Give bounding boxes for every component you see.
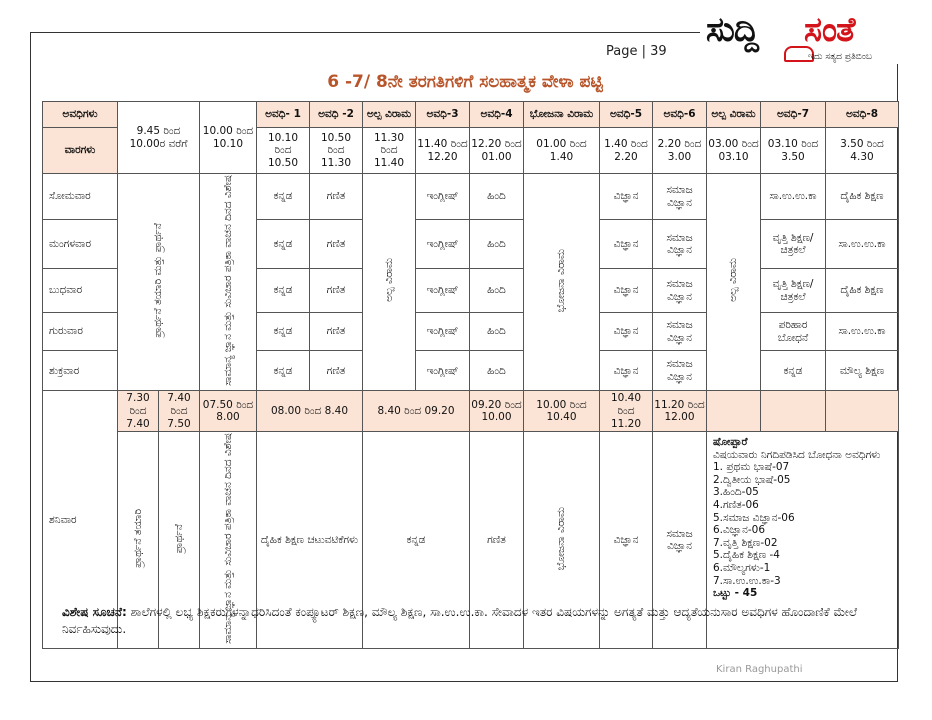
subject-cell: ಸಾ.ಉ.ಉ.ಕಾ	[761, 174, 826, 220]
credit-text: Kiran Raghupathi	[716, 664, 803, 675]
empty-cell	[826, 391, 899, 432]
subject-cell: ಗಣಿತ	[470, 432, 524, 649]
subject-cell: ಸಮಾಜ ವಿಜ್ಞಾನ	[653, 174, 707, 220]
news-text: ಸಾಮಾನ್ಯ ಜ್ಞಾನ ಮತ್ತು ಸುವಿಚಾರ ಪತ್ರಿಕಾ ವಾಚನ ದಿನದ ವಿಶೇಷ	[221, 175, 234, 386]
subject-cell: ದೈಹಿಕ ಶಿಕ್ಷಣ	[826, 269, 899, 313]
list-item: 1. ಪ್ರಥಮ ಭಾಷೆ-07	[713, 461, 790, 474]
subject-cell: ಕನ್ನಡ	[363, 432, 470, 649]
subject-cell: ಹಿಂದಿ	[470, 351, 524, 391]
time-period-4: 12.20 ರಿಂದ 01.00	[470, 128, 524, 174]
subject-cell: ಸಾ.ಉ.ಉ.ಕಾ	[826, 220, 899, 269]
time-period-6: 2.20 ರಿಂದ 3.00	[653, 128, 707, 174]
subject-cell: ಸಮಾಜ ವಿಜ್ಞಾನ	[653, 351, 707, 391]
short-break-cell	[363, 174, 416, 391]
header-period-5: ಅವಧಿ-5	[600, 102, 653, 128]
footnote-text: ಶಾಲೆಗಳಲ್ಲಿ ಲಭ್ಯ ಶಿಕ್ಷಕರುಗಳನ್ನಾಧರಿಸಿದಂತೆ ಕಂಪ್ಯೂಟರ್ ಶಿಕ್ಷಣ, ಮೌಲ್ಯ ಶಿಕ್ಷಣ, ಸಾ.ಉ.ಉ.ಕಾ. ಸೇವಾದಳ ಇತರ ವಿಷಯಗಳನ್ನು ಅಗತ್ಯತೆ ಮತ್ತು ಆದ್ಯತೆಯನುಸಾರ ಅವಧಿಗಳ ಹೊಂದಾಣಿಕೆ ಮೇಲೆ ನಿರ್ವಹಿಸುವುದು.	[62, 605, 858, 637]
news-cell	[200, 174, 257, 391]
subject-cell: ಸಮಾಜ ವಿಜ್ಞಾನ	[653, 432, 707, 649]
header-period-3: ಅವಧಿ-3	[416, 102, 470, 128]
subject-cell: ಸಾ.ಉ.ಉ.ಕಾ	[826, 312, 899, 351]
header-varagalu: ವಾರಗಳು	[43, 128, 118, 174]
subject-cell: ದೈಹಿಕ ಶಿಕ್ಷಣ ಚಟುವಟಿಕೆಗಳು	[257, 432, 363, 649]
subject-cell: ಕನ್ನಡ	[257, 174, 310, 220]
page-number: Page | 39	[606, 44, 667, 59]
day-name: ಸೋಮವಾರ	[43, 174, 118, 220]
sat-time-9: 11.20 ರಿಂದ 12.00	[653, 391, 707, 432]
footnote-label: ವಿಶೇಷ ಸೂಚನೆ:	[62, 605, 127, 619]
subject-cell: ಇಂಗ್ಲೀಷ್	[416, 269, 470, 313]
time-period-1: 10.10 ರಿಂದ 10.50	[257, 128, 310, 174]
subject-cell: ಹಿಂದಿ	[470, 269, 524, 313]
subject-cell: ವಿಜ್ಞಾನ	[600, 220, 653, 269]
sat-time-8: 10.40 ರಿಂದ 11.20	[600, 391, 653, 432]
day-name: ಶನಿವಾರ	[43, 391, 118, 649]
brand-logo	[700, 6, 910, 64]
logo-tagline: ಇದು ಸತ್ಯದ ಪ್ರತಿಬಿಂಬ	[808, 52, 872, 62]
table-row	[43, 174, 899, 220]
page-title: 6 -7/ 8ನೇ ತರಗತಿಗಳಿಗೆ ಸಲಹಾತ್ಮಕ ವೇಳಾ ಪಟ್ಟಿ	[327, 72, 603, 92]
time-lunch: 01.00 ರಿಂದ 1.40	[524, 128, 600, 174]
header-time-news: 10.00 ರಿಂದ 10.10	[200, 102, 257, 174]
subject-cell: ಹಿಂದಿ	[470, 174, 524, 220]
subject-cell: ಕನ್ನಡ	[257, 351, 310, 391]
subject-cell: ಮೌಲ್ಯ ಶಿಕ್ಷಣ	[826, 351, 899, 391]
day-name: ಬುಧವಾರ	[43, 269, 118, 313]
empty-cell	[761, 391, 826, 432]
logo-word-2: ಸಂತೆ	[804, 10, 855, 50]
header-lunch: ಭೋಜನಾ ವಿರಾಮ	[524, 102, 600, 128]
sat-prayer-text: ಪ್ರಾರ್ಥನೆ	[172, 523, 185, 554]
list-item: 3.ಹಿಂದಿ-05	[713, 486, 759, 499]
header-period-1: ಅವಧಿ- 1	[257, 102, 310, 128]
empty-cell	[707, 391, 761, 432]
subject-cell: ವಿಜ್ಞಾನ	[600, 269, 653, 313]
lunch-text: ಭೋಜನಾ ವಿರಾಮ	[555, 248, 568, 312]
time-period-3: 11.40 ರಿಂದ 12.20	[416, 128, 470, 174]
list-item: 6.ಮೌಲ್ಯಗಳು-1	[713, 562, 771, 575]
subject-cell: ಕನ್ನಡ	[257, 269, 310, 313]
time-short-break-2: 03.00 ರಿಂದ 03.10	[707, 128, 761, 174]
subject-cell: ಕನ್ನಡ	[257, 312, 310, 351]
subject-cell: ಸಮಾಜ ವಿಜ್ಞಾನ	[653, 269, 707, 313]
subject-cell: ಗಣಿತ	[310, 351, 363, 391]
subject-cell: ವಿಜ್ಞಾನ	[600, 351, 653, 391]
time-period-5: 1.40 ರಿಂದ 2.20	[600, 128, 653, 174]
sat-time-6: 09.20 ರಿಂದ 10.00	[470, 391, 524, 432]
subject-cell: ಇಂಗ್ಲೀಷ್	[416, 174, 470, 220]
prayer-text: ಪ್ರಾರ್ಥನೆ ತಯಾರಿ ಮತ್ತು ಪ್ರಾರ್ಥನೆ	[152, 223, 165, 338]
logo-word-1: ಸುದ್ದಿ	[706, 10, 758, 50]
subject-cell: ಹಿಂದಿ	[470, 220, 524, 269]
subject-cell: ಇಂಗ್ಲೀಷ್	[416, 312, 470, 351]
header-row-1	[43, 102, 899, 128]
subject-cell: ಸಮಾಜ ವಿಜ್ಞಾನ	[653, 312, 707, 351]
subject-cell: ಹಿಂದಿ	[470, 312, 524, 351]
subject-cell: ಗಣಿತ	[310, 269, 363, 313]
summary-total: ಒಟ್ಟು - 45	[713, 587, 758, 600]
sat-news-text: ಸಾಮಾನ್ಯ ಜ್ಞಾನ ಮತ್ತು ಸುವಿಚಾರ ಪತ್ರಿಕಾ ವಾಚನ ದಿನದ ವಿಶೇಷ	[221, 433, 234, 644]
subject-cell: ವಿಜ್ಞಾನ	[600, 432, 653, 649]
sat-time-3: 07.50 ರಿಂದ 8.00	[200, 391, 257, 432]
header-period-6: ಅವಧಿ-6	[653, 102, 707, 128]
sat-lunch-text: ಭೋಜನಾ ವಿರಾಮ	[555, 506, 568, 571]
list-item: 6.ವಿಜ್ಞಾನ-06	[713, 524, 766, 537]
subject-cell: ಇಂಗ್ಲೀಷ್	[416, 220, 470, 269]
time-period-2: 10.50 ರಿಂದ 11.30	[310, 128, 363, 174]
subject-cell: ಗಣಿತ	[310, 220, 363, 269]
time-short-break: 11.30 ರಿಂದ 11.40	[363, 128, 416, 174]
lunch-cell	[524, 174, 600, 391]
header-avadhigalu: ಅವಧಿಗಳು	[43, 102, 118, 128]
subject-cell: ವೃತ್ತಿ ಶಿಕ್ಷಣ/ ಚಿತ್ರಕಲೆ	[761, 220, 826, 269]
short-break-2-text: ಅಲ್ಪ ವಿರಾಮ	[727, 258, 740, 303]
subject-cell: ಗಣಿತ	[310, 174, 363, 220]
sat-time-4: 08.00 ರಿಂದ 8.40	[257, 391, 363, 432]
summary-heading: ಷೋಪ್ಪಾರೆ	[713, 436, 748, 449]
day-name: ಗುರುವಾರ	[43, 312, 118, 351]
day-name: ಶುಕ್ರವಾರ	[43, 351, 118, 391]
header-time-prayer: 9.45 ರಿಂದ 10.00ರ ವರೆಗೆ	[118, 102, 200, 174]
header-short-break: ಅಲ್ಪ ವಿರಾಮ	[363, 102, 416, 128]
subject-cell: ದೈಹಿಕ ಶಿಕ್ಷಣ	[826, 174, 899, 220]
list-item: 5.ದೈಹಿಕ ಶಿಕ್ಷಣ -4	[713, 549, 780, 562]
list-item: 5.ಸಮಾಜ ವಿಜ್ಞಾನ-06	[713, 511, 795, 524]
time-period-8: 3.50 ರಿಂದ 4.30	[826, 128, 899, 174]
day-name: ಮಂಗಳವಾರ	[43, 220, 118, 269]
list-item: 2.ದ್ವಿತೀಯ ಭಾಷೆ-05	[713, 473, 791, 486]
header-period-7: ಅವಧಿ-7	[761, 102, 826, 128]
subject-cell: ವಿಜ್ಞಾನ	[600, 312, 653, 351]
list-item: 7.ವೃತ್ತಿ ಶಿಕ್ಷಣ-02	[713, 536, 778, 549]
subject-cell: ಪರಿಹಾರ ಬೋಧನೆ	[761, 312, 826, 351]
subject-cell: ವೃತ್ತಿ ಶಿಕ್ಷಣ/ ಚಿತ್ರಕಲೆ	[761, 269, 826, 313]
sat-time-1: 7.30 ರಿಂದ 7.40	[118, 391, 159, 432]
short-break-text: ಅಲ್ಪ ವಿರಾಮ	[382, 258, 395, 303]
sat-time-2: 7.40 ರಿಂದ 7.50	[159, 391, 200, 432]
prayer-cell	[118, 174, 200, 391]
list-item: 7.ಸಾ.ಉ.ಉ.ಕಾ-3	[713, 574, 781, 587]
sat-time-5: 8.40 ರಿಂದ 09.20	[363, 391, 470, 432]
header-period-8: ಅವಧಿ-8	[826, 102, 899, 128]
saturday-time-row	[43, 391, 899, 432]
sat-time-7: 10.00 ರಿಂದ 10.40	[524, 391, 600, 432]
subject-cell: ಸಮಾಜ ವಿಜ್ಞಾನ	[653, 220, 707, 269]
time-period-7: 03.10 ರಿಂದ 3.50	[761, 128, 826, 174]
header-short-break-2: ಅಲ್ಪ ವಿರಾಮ	[707, 102, 761, 128]
subject-cell: ಗಣಿತ	[310, 312, 363, 351]
header-period-4: ಅವಧಿ-4	[470, 102, 524, 128]
subject-cell: ಕನ್ನಡ	[257, 220, 310, 269]
subject-cell: ಕನ್ನಡ	[761, 351, 826, 391]
header-period-2: ಅವಧಿ -2	[310, 102, 363, 128]
footnote	[62, 604, 882, 639]
sat-prep-text: ಪ್ರಾರ್ಥನೆ ತಯಾರಿ	[131, 509, 144, 568]
subject-cell: ಇಂಗ್ಲೀಷ್	[416, 351, 470, 391]
list-item: 4.ಗಣಿತ-06	[713, 499, 759, 512]
short-break-2-cell	[707, 174, 761, 391]
summary-subheading: ವಿಷಯವಾರು ನಿಗದಿಪಡಿಸಿದ ಬೋಧನಾ ಅವಧಿಗಳು	[713, 448, 881, 461]
subject-cell: ವಿಜ್ಞಾನ	[600, 174, 653, 220]
